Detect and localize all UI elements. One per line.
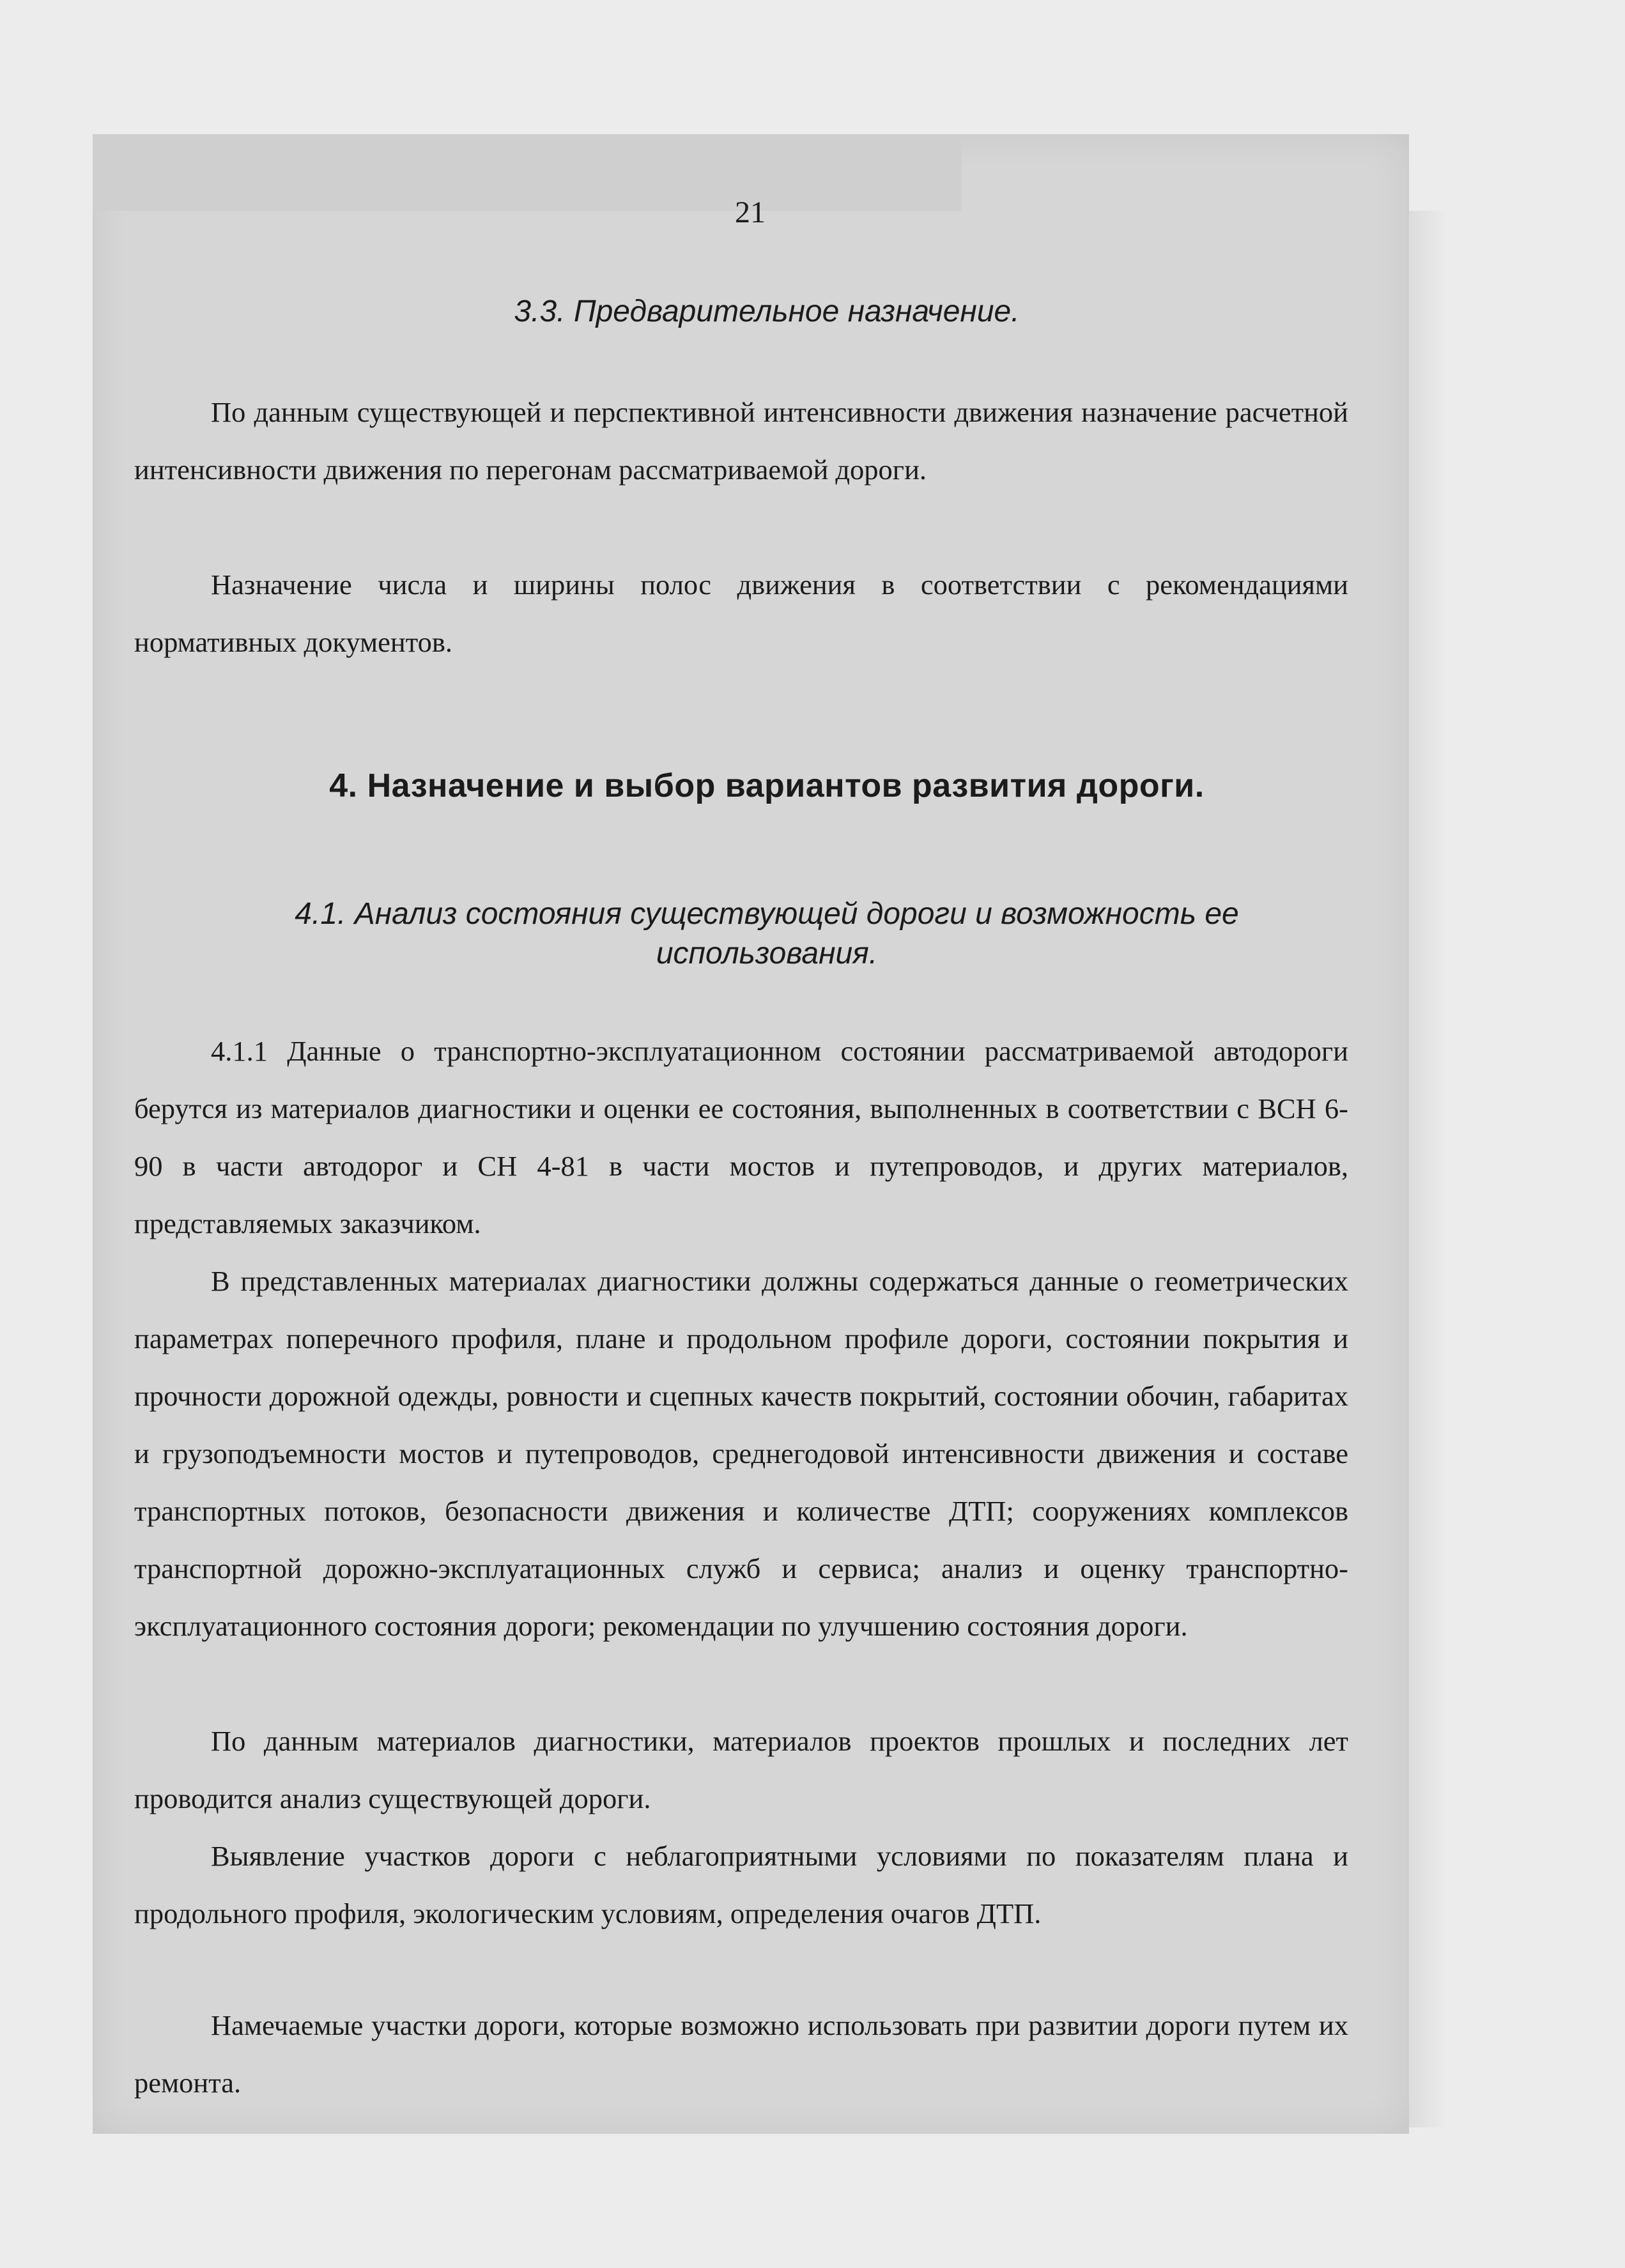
paragraph: Назначение числа и ширины полос движения в соответствии с рекомендациями нормативных документов.	[134, 569, 1348, 658]
heading-line: 4.1. Анализ состояния существующей дороги и возможность ее	[295, 897, 1239, 931]
paragraph: В представленных материалах диагностики должны содержаться данные о геометрических параметрах поперечного профиля, плане и продольном профиле дороги, состоянии покрытия и прочности дорожной одежды, ровности и сцепных качеств покрытий, состоянии обочин, габаритах и грузоподъемности мостов и путепроводов, среднегодовой интенсивности движения и составе транспортных потоков, безопасности движения и количестве ДТП; сооружениях комплексов транспортной дорожно-эксплуатационных служб и сервиса; анализ и оценку транспортно-эксплуатационного состояния дороги; рекомендации по улучшению состояния дороги.	[134, 1265, 1348, 1642]
paragraph: Намечаемые участки дороги, которые возможно использовать при развитии дороги путем их ремонта.	[134, 2009, 1348, 2099]
paragraph: Выявление участков дороги с неблагоприятными условиями по показателям плана и продольного профиля, экологическим условиям, определения очагов ДТП.	[134, 1840, 1348, 1929]
section-heading-4-1	[192, 894, 1342, 974]
paragraph: 4.1.1 Данные о транспортно-эксплуатационном состоянии рассматриваемой автодороги берутся из материалов диагностики и оценки ее состояния, выполненных в соответствии с ВСН 6-90 в части автодорог и СН 4-81 в части мостов и путепроводов, и других материалов, представляемых заказчиком.	[134, 1035, 1348, 1239]
heading-line: использования.	[656, 937, 878, 970]
paragraph: По данным материалов диагностики, материалов проектов прошлых и последних лет проводится анализ существующей дороги.	[134, 1725, 1348, 1814]
section-heading-3-3: 3.3. Предварительное назначение.	[514, 295, 1020, 328]
scan-top-shade	[93, 134, 962, 211]
facing-page-edge	[1409, 211, 1447, 2127]
page-number: 21	[735, 195, 766, 229]
paragraph: По данным существующей и перспективной интенсивности движения назначение расчетной интенсивности движения по перегонам рассматриваемой дороги.	[134, 396, 1348, 486]
chapter-heading-4: 4. Назначение и выбор вариантов развития дороги.	[329, 767, 1205, 804]
